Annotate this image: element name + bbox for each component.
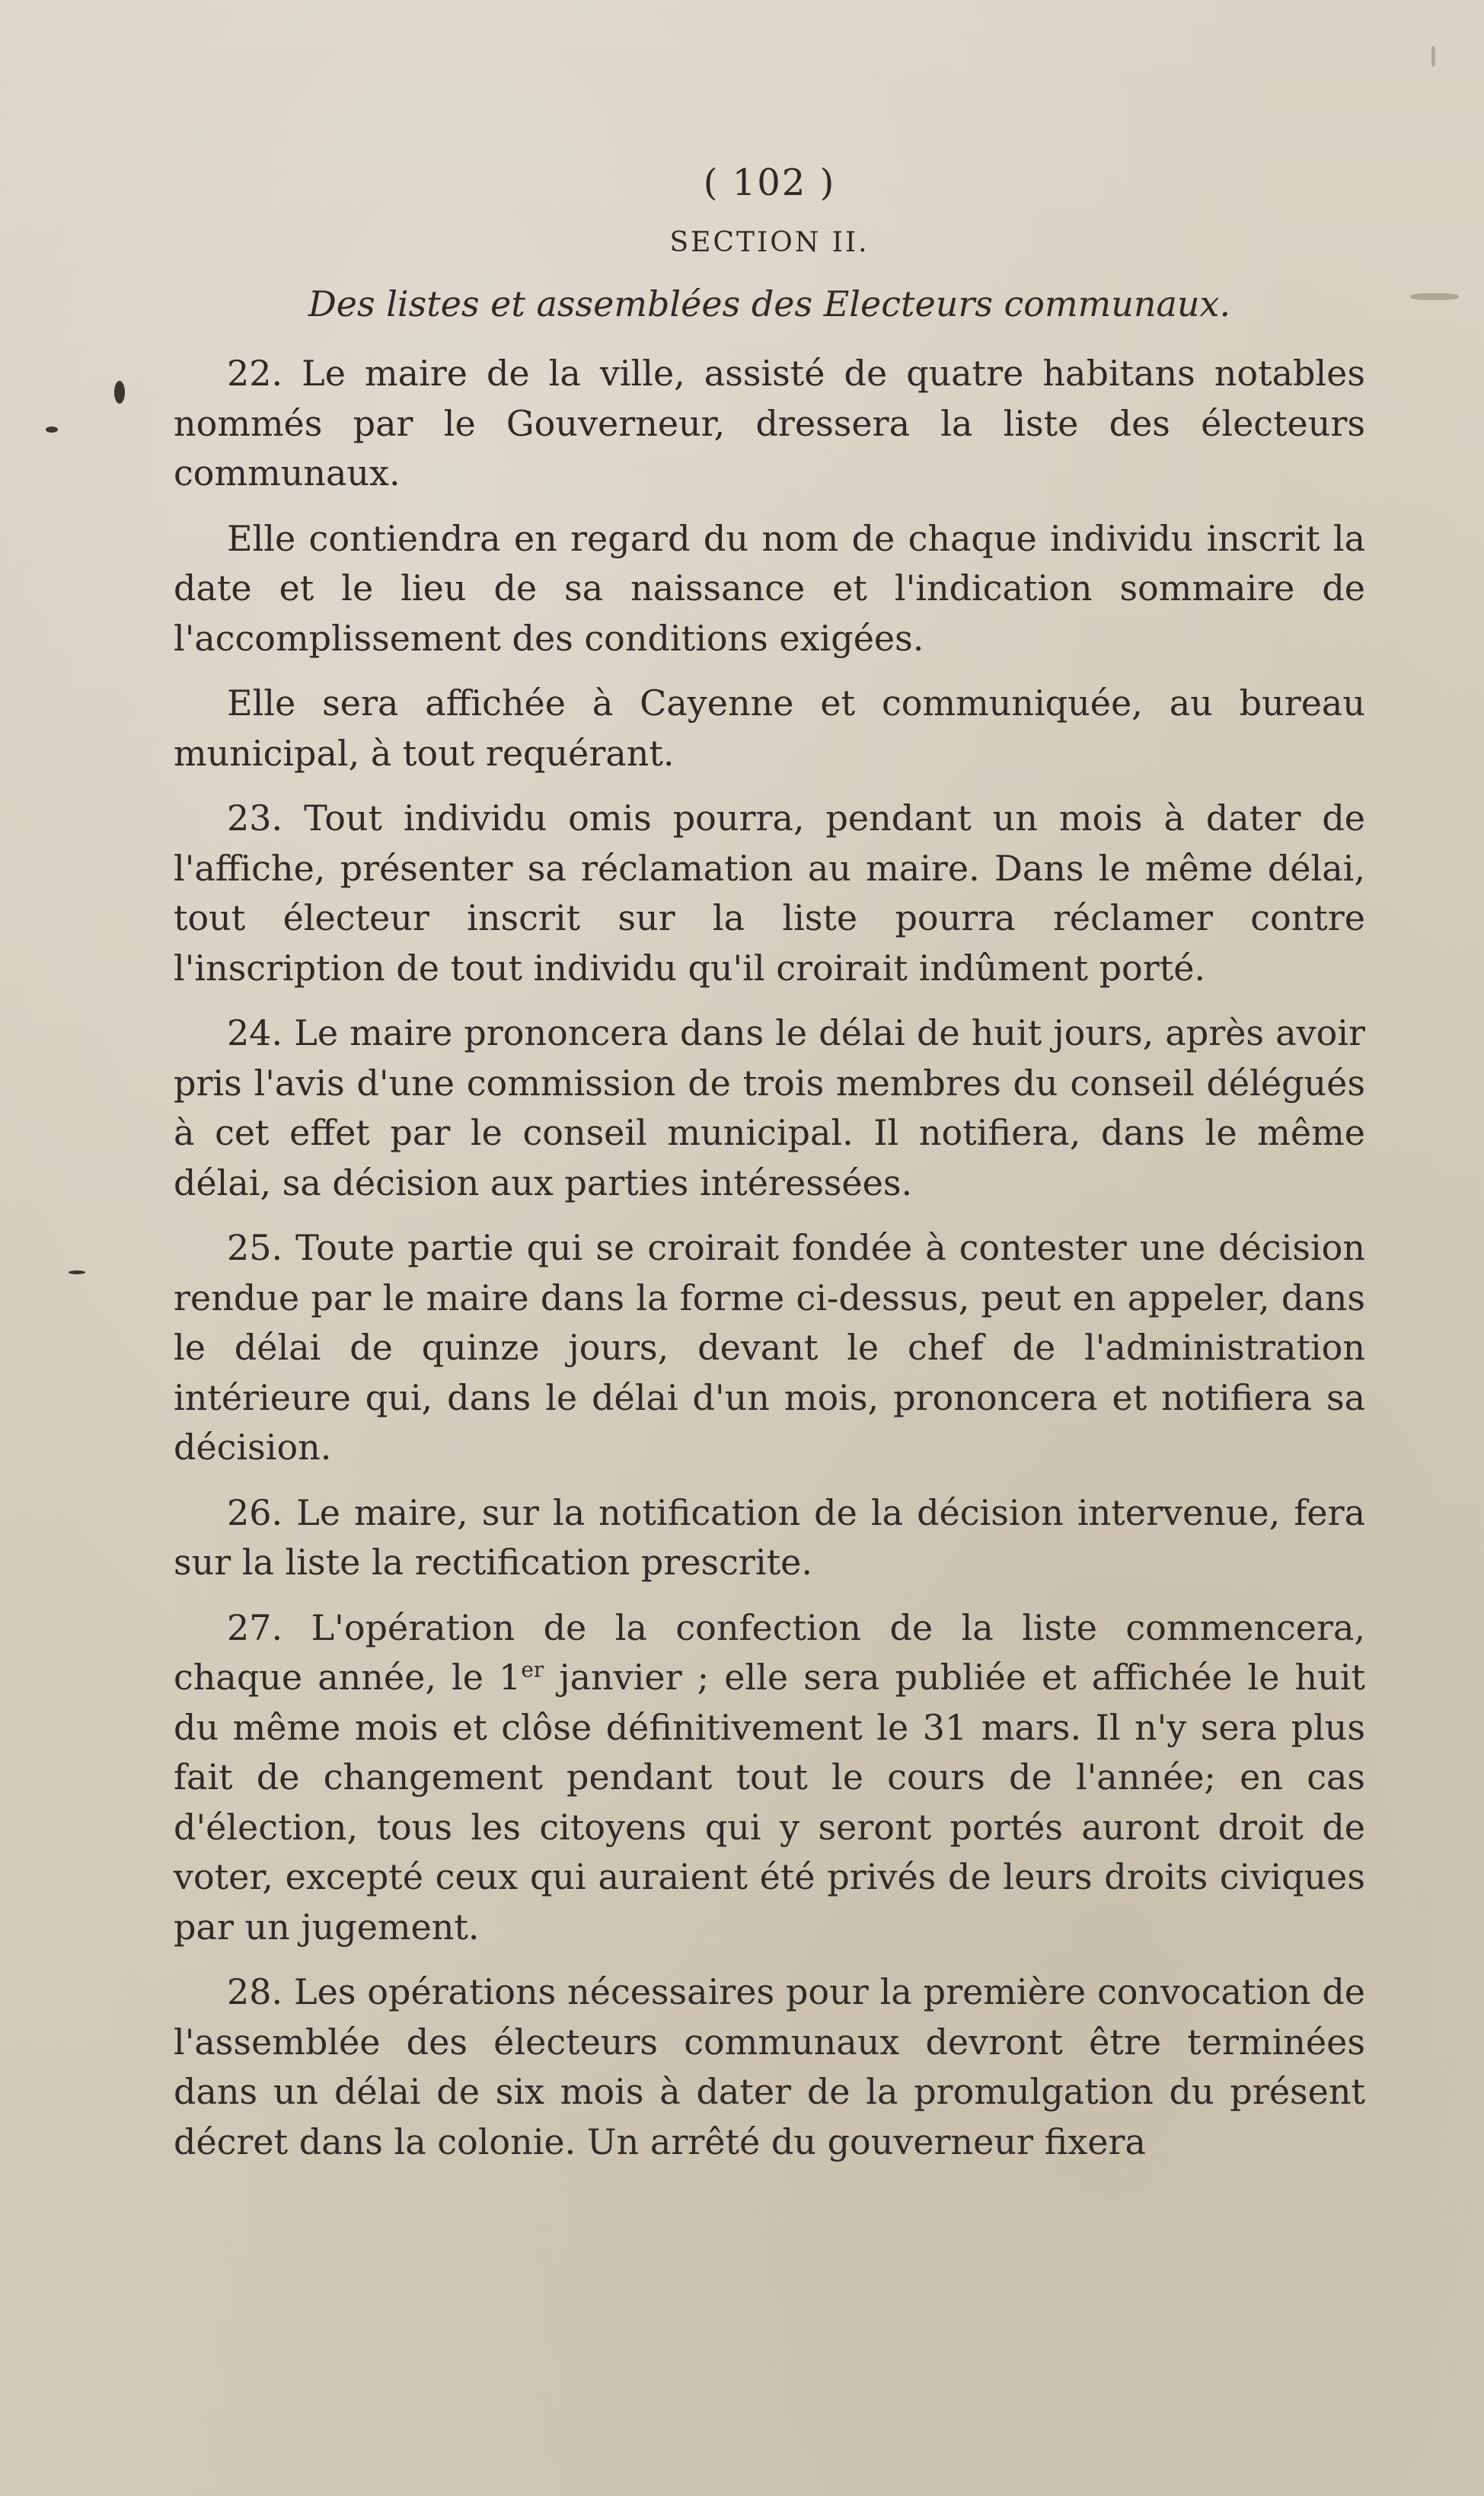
- ordinal-superscript: er: [521, 1657, 544, 1683]
- text-block: [174, 160, 1365, 2182]
- section-heading: SECTION II.: [669, 227, 870, 258]
- article-27: [174, 1603, 1365, 1953]
- ink-mark: [46, 427, 58, 433]
- article-22: 22. Le maire de la ville, assisté de quatre habitans notables nommés par le Gouverneur, dressera la liste des électeurs communaux.: [174, 353, 1365, 494]
- article-24: 24. Le maire prononcera dans le délai de huit jours, après avoir pris l'avis d'une commission de trois membres du conseil délégués à cet effet par le conseil municipal. Il notifiera, dans le même délai, sa décision aux parties intéressées.: [174, 1012, 1365, 1203]
- article-25: 25. Toute partie qui se croirait fondée à contester une décision rendue par le maire dans la forme ci-dessus, peut en appeler, dans le délai de quinze jours, devant le chef de l'administration intérieure qui, dans le délai d'un mois, prononcera et notifiera sa décision.: [174, 1227, 1365, 1468]
- page-number: ( 102 ): [703, 161, 836, 204]
- article-23: 23. Tout individu omis pourra, pendant un mois à dater de l'affiche, présenter sa réclamation au maire. Dans le même délai, tout électeur inscrit sur la liste pourra réclamer contre l'inscription de tout individu qu'il croirait indûment porté.: [174, 797, 1365, 989]
- article-22-paragraph-3: Elle sera affichée à Cayenne et communiquée, au bureau municipal, à tout requérant.: [174, 682, 1365, 774]
- ink-mark: [69, 1270, 85, 1274]
- article-28: 28. Les opérations nécessaires pour la première convocation de l'assemblée des électeurs communaux devront être terminées dans un délai de six mois à dater de la promulgation du présent décret dans la colonie. Un arrêté du gouverneur fixera: [174, 1971, 1365, 2162]
- article-27-text-end: janvier ; elle sera publiée et affichée le huit du même mois et clôse définitivement le 31 mars. Il n'y sera plus fait de changement pendant tout le cours de l'année; en cas d'élection, tous les citoyens qui y seront portés auront droit de voter, excepté ceux qui auraient été privés de leurs droits civiques par un jugement.: [174, 1657, 1365, 1948]
- article-26: 26. Le maire, sur la notification de la décision intervenue, fera sur la liste la rectification prescrite.: [174, 1491, 1365, 1583]
- smudge: [1410, 293, 1459, 300]
- article-27-text-start: 27. L'opération de la confection de la liste commencera, chaque année, le 1: [174, 1606, 1365, 1698]
- ink-mark: [114, 381, 125, 404]
- smudge: [1431, 46, 1435, 67]
- section-title: Des listes et assemblées des Electeurs communaux.: [308, 283, 1231, 324]
- article-22-paragraph-2: Elle contiendra en regard du nom de chaque individu inscrit la date et le lieu de sa naissance et l'indication sommaire de l'accomplissement des conditions exigées.: [174, 517, 1365, 659]
